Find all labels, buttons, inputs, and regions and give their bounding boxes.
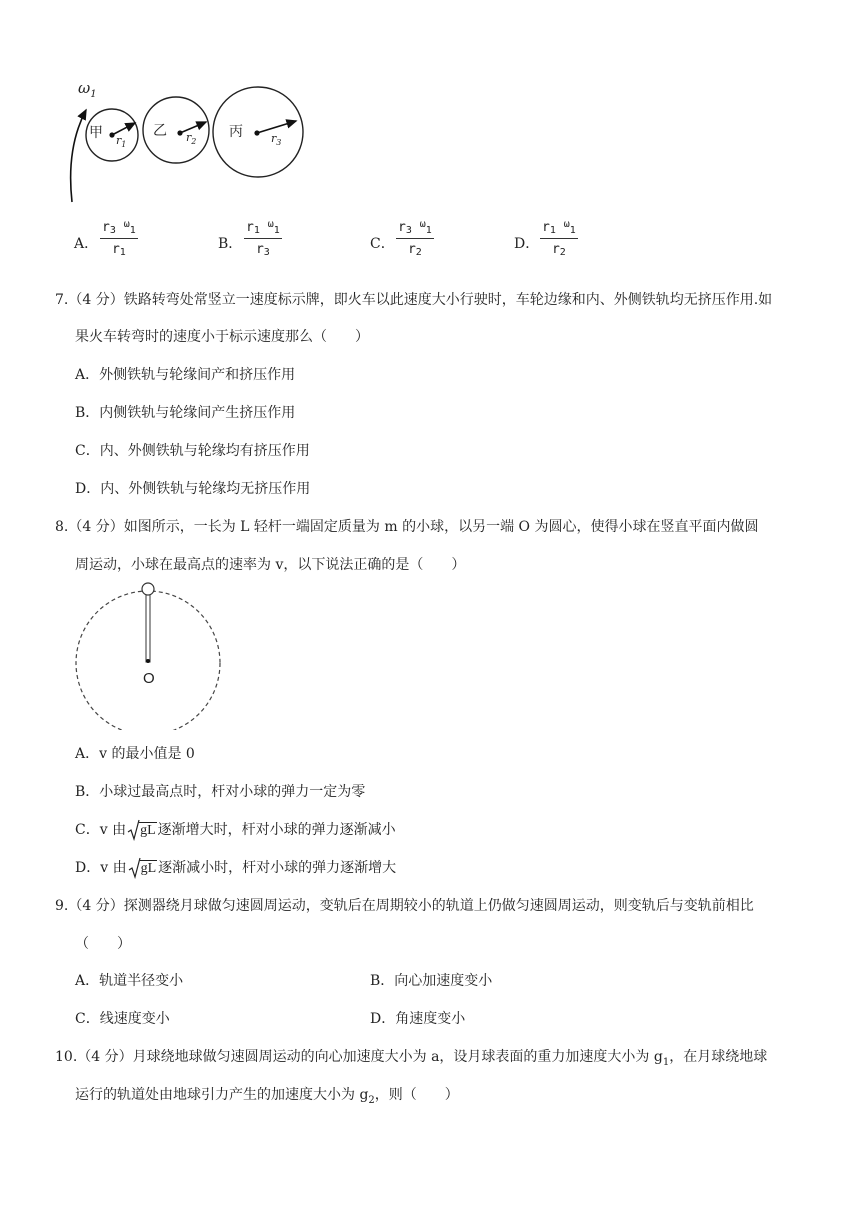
wheel-label-bing: 丙	[229, 124, 243, 140]
q8-stem-line1: 8.（4 分）如图所示，一长为 L 轻杆一端固定质量为 m 的小球，以另一端 O 为圆心，使得小球在竖直平面内做圆	[55, 519, 759, 535]
q7-option-b[interactable]: B．内侧铁轨与轮缘间产生挤压作用	[75, 405, 296, 421]
q6-option-d-letter[interactable]: D．	[514, 236, 540, 252]
q8-stem-line2: 周运动，小球在最高点的速率为 v，以下说法正确的是（ ）	[75, 557, 466, 573]
q8-option-c[interactable]: C．v 由 gL 逐渐增大时，杆对小球的弹力逐渐减小	[75, 822, 396, 838]
radius-label-r1: $r_1$	[116, 134, 127, 150]
q9-option-c[interactable]: C．线速度变小	[75, 1011, 170, 1027]
q6-option-a-fraction: $\frac{r_3 ^\omega_1}{r_1}$	[102, 219, 136, 258]
q6-option-d-fraction: $\frac{r_1 ^\omega_1}{r_2}$	[542, 219, 576, 258]
radius-label-r3: $r_3$	[271, 132, 282, 148]
q9-option-a[interactable]: A．轨道半径变小	[75, 973, 184, 989]
light-rod	[146, 594, 150, 662]
q9-option-d[interactable]: D．角速度变小	[370, 1011, 466, 1027]
q10-stem-line1: 10.（4 分）月球绕地球做匀速圆周运动的向心加速度大小为 a，设月球表面的重力加速度大小为 $g_1$，在月球绕地球	[55, 1049, 768, 1068]
rod-circle-figure	[70, 580, 230, 730]
q6-option-c-letter[interactable]: C．	[370, 236, 395, 252]
ball-icon	[142, 583, 154, 595]
q7-stem-line2: 果火车转弯时的速度小于标示速度那么（ ）	[75, 329, 369, 345]
wheel-label-jia: 甲	[89, 125, 103, 141]
q8-option-a[interactable]: A．v 的最小值是 0	[75, 746, 195, 762]
q6-option-a-letter[interactable]: A．	[74, 236, 99, 252]
radius-label-r2: $r_2$	[186, 131, 197, 147]
wheel-label-yi: 乙	[153, 123, 167, 139]
q8-option-b[interactable]: B．小球过最高点时，杆对小球的弹力一定为零	[75, 784, 366, 800]
q7-stem-line1: 7.（4 分）铁路转弯处常竖立一速度标示牌，即火车以此速度大小行驶时，车轮边缘和内、外侧铁轨均无挤压作用.如	[55, 292, 773, 308]
q7-option-d[interactable]: D．内、外侧铁轨与轮缘均无挤压作用	[75, 481, 311, 497]
q7-option-c[interactable]: C．内、外侧铁轨与轮缘均有挤压作用	[75, 443, 310, 459]
pivot-point	[146, 659, 150, 663]
q8-option-d[interactable]: D．v 由 gL 逐渐减小时，杆对小球的弹力逐渐增大	[75, 860, 397, 876]
rotation-arrow-icon	[71, 110, 86, 202]
q6-option-b-fraction: $\frac{r_1 ^\omega_1}{r_3}$	[246, 219, 280, 258]
q7-option-a[interactable]: A．外侧铁轨与轮缘间产和挤压作用	[75, 367, 296, 383]
pivot-label: O	[143, 670, 155, 687]
q6-option-c-fraction: $\frac{r_3 ^\omega_1}{r_2}$	[398, 219, 432, 258]
q9-stem-line2: （ ）	[75, 936, 131, 952]
q6-option-b-letter[interactable]: B．	[218, 236, 243, 252]
q9-option-b[interactable]: B．向心加速度变小	[370, 973, 493, 989]
q10-stem-line2: 运行的轨道处由地球引力产生的加速度大小为 $g_2$，则（ ）	[75, 1087, 459, 1106]
omega-label: $\omega_1$	[78, 79, 97, 100]
q9-stem-line1: 9.（4 分）探测器绕月球做匀速圆周运动，变轨后在周期较小的轨道上仍做匀速圆周运动，则变轨后与变轨前相比	[55, 898, 754, 914]
